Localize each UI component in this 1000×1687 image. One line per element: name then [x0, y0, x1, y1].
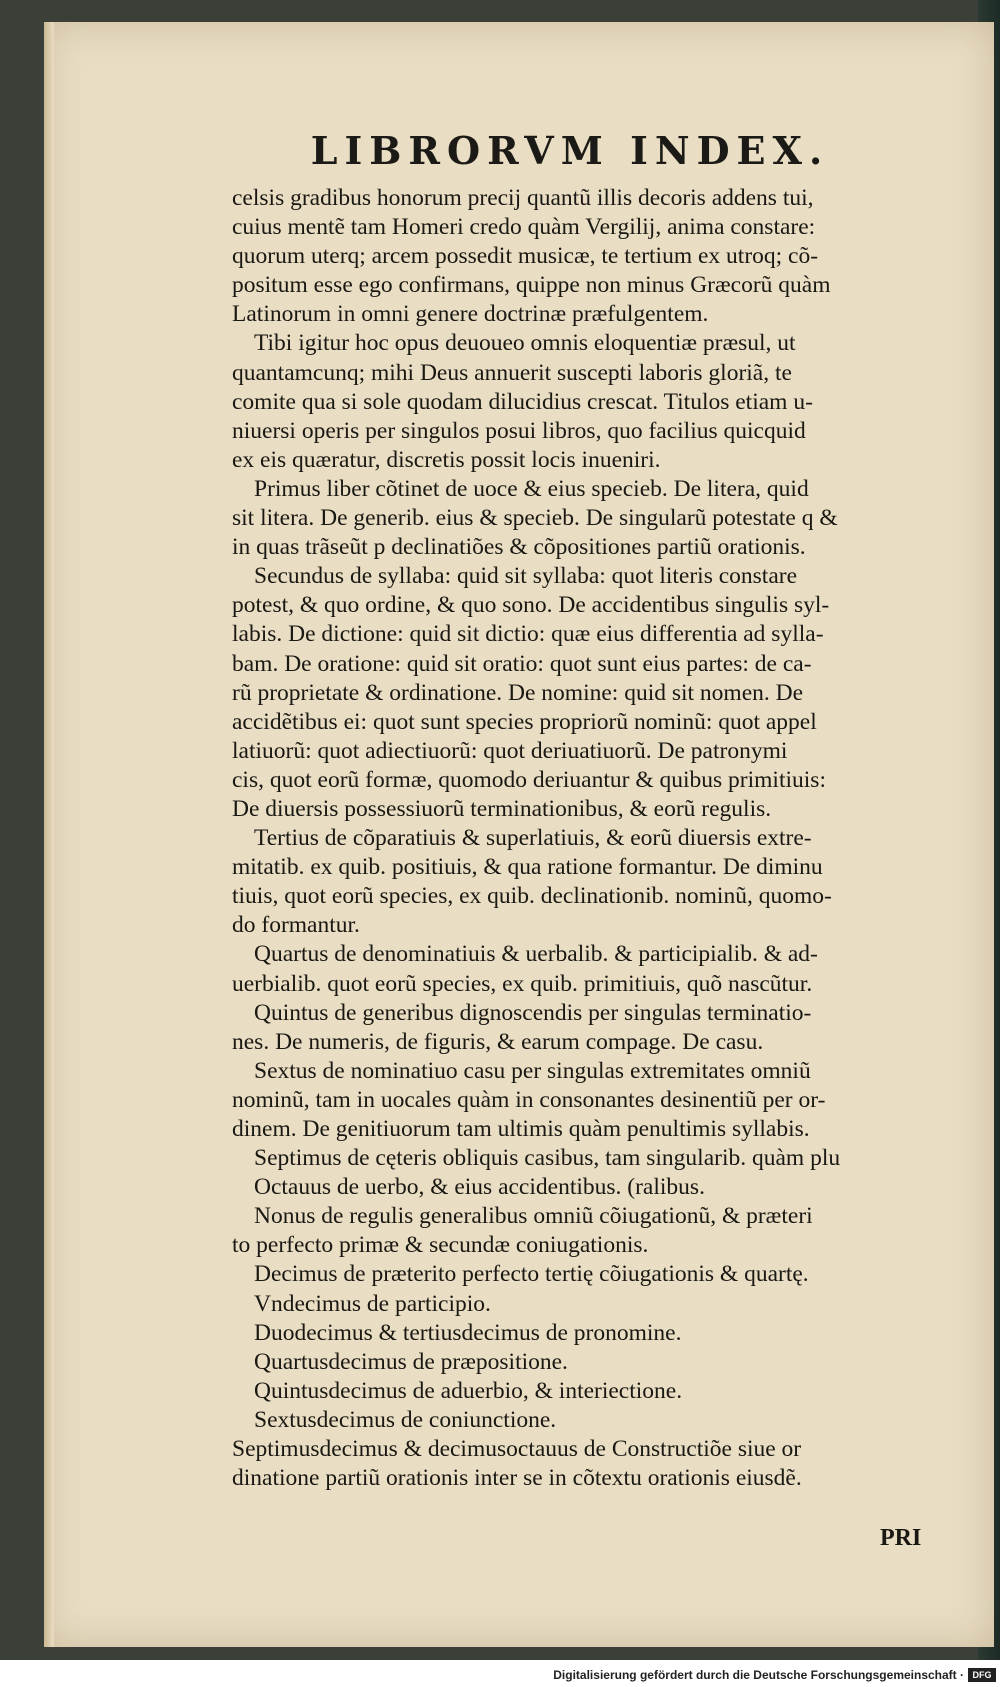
text-line: dinatione partiũ orationis inter se in cõtextu orationis eiusdẽ. — [232, 1465, 802, 1492]
text-line: potest, & quo ordine, & quo sono. De accidentibus singulis syl- — [232, 592, 830, 619]
text-line: Sextus de nominatiuo casu per singulas extremitates omniũ — [254, 1057, 811, 1084]
text-line: Duodecimus & tertiusdecimus de pronomine. — [254, 1319, 682, 1346]
text-line: cuius mentẽ tam Homeri credo quàm Vergilij, anima constare: — [232, 214, 816, 241]
text-line: Vndecimus de participio. — [254, 1290, 491, 1317]
text-line: dinem. De genitiuorum tam ultimis quàm penultimis syllabis. — [232, 1116, 810, 1142]
text-line: Quartus de denominatiuis & uerbalib. & participialib. & ad- — [254, 941, 818, 968]
text-line: Septimusdecimus & decimusoctauus de Constructiõe siue or — [232, 1436, 802, 1463]
text-line: celsis gradibus honorum precij quantũ illis decoris addens tui, — [232, 185, 814, 211]
text-line: quantamcunq; mihi Deus annuerit suscepti laboris gloriã, te — [232, 359, 792, 386]
text-line: Latinorum in omni genere doctrinæ præfulgentem. — [232, 301, 709, 328]
digitization-credit: Digitalisierung gefördert durch die Deutsche Forschungsgemeinschaft · — [553, 1668, 964, 1682]
index-text-block — [232, 184, 962, 1493]
text-line: Primus liber cõtinet de uoce & eius specieb. De litera, quid — [254, 475, 809, 502]
text-line: accidẽtibus ei: quot sunt species propriorũ nominũ: quot appel — [232, 708, 817, 735]
text-line: Quintus de generibus dignoscendis per singulas terminatio- — [254, 999, 812, 1026]
text-line: mitatib. ex quib. positiuis, & qua ratione formantur. De diminu — [232, 854, 823, 881]
catchword: PRI — [880, 1525, 922, 1551]
text-line: positum esse ego confirmans, quippe non minus Græcorũ quàm — [232, 272, 831, 299]
running-head: LIBRORVM INDEX. — [310, 128, 830, 173]
text-line: Octauus de uerbo, & eius accidentibus. (ralibus. — [254, 1174, 705, 1201]
text-line: nes. De numeris, de figuris, & earum compage. De casu. — [232, 1028, 764, 1055]
text-line: Quartusdecimus de præpositione. — [254, 1348, 568, 1375]
text-line: to perfecto primæ & secundæ coniugationis. — [232, 1232, 649, 1259]
text-line: sit litera. De generib. eius & specieb. De singularũ potestate q & — [232, 505, 838, 532]
text-line: Secundus de syllaba: quid sit syllaba: quot literis constare — [254, 563, 798, 590]
text-line: Decimus de præterito perfecto tertię cõiugationis & quartę. — [254, 1261, 809, 1288]
text-line: labis. De dictione: quid sit dictio: quæ eius differentia ad sylla- — [232, 621, 824, 648]
text-line: rũ proprietate & ordinatione. De nomine: quid sit nomen. De — [232, 679, 804, 706]
text-line: bam. De oratione: quid sit oratio: quot sunt eius partes: de ca- — [232, 650, 812, 677]
text-line: De diuersis possessiuorũ terminationibus, & eorũ regulis. — [232, 795, 772, 822]
text-line: comite qua si sole quodam dilucidius crescat. Titulos etiam u- — [232, 388, 813, 415]
text-line: quorum uterq; arcem possedit musicæ, te tertium ex utroq; cõ- — [232, 243, 819, 270]
text-line: cis, quot eorũ formæ, quomodo deriuantur & quibus primitiuis: — [232, 766, 826, 793]
page-edge — [44, 22, 54, 1647]
text-line: Septimus de cęteris obliquis casibus, tam singularib. quàm plu — [254, 1145, 841, 1172]
text-line: Nonus de regulis generalibus omniũ cõiugationũ, & præteri — [254, 1203, 813, 1230]
footer-bar — [0, 1665, 1000, 1687]
text-line: tiuis, quot eorũ species, ex quib. declinationib. nominũ, quomo- — [232, 883, 832, 910]
text-line: uerbialib. quot eorũ species, ex quib. primitiuis, quõ nascũtur. — [232, 970, 813, 997]
dfg-logo: DFG — [968, 1668, 996, 1682]
text-line: nominũ, tam in uocales quàm in consonantes desinentiũ per or- — [232, 1086, 826, 1113]
text-line: do formantur. — [232, 912, 360, 939]
text-line: Tibi igitur hoc opus deuoueo omnis eloquentiæ præsul, ut — [254, 330, 796, 357]
text-line: Tertius de cõparatiuis & superlatiuis, & eorũ diuersis extre- — [254, 825, 812, 852]
text-line: Quintusdecimus de aduerbio, & interiectione. — [254, 1377, 683, 1404]
text-line: ex eis quæratur, discretis possit locis inueniri. — [232, 446, 661, 473]
text-line: in quas trãseũt p declinatiões & cõpositiones partiũ orationis. — [232, 534, 806, 561]
text-line: niuersi operis per singulos posui libros, quo facilius quicquid — [232, 417, 806, 444]
text-line: Sextusdecimus de coniunctione. — [254, 1406, 557, 1433]
text-line: latiuorũ: quot adiectiuorũ: quot deriuatiuorũ. De patronymi — [232, 737, 788, 764]
